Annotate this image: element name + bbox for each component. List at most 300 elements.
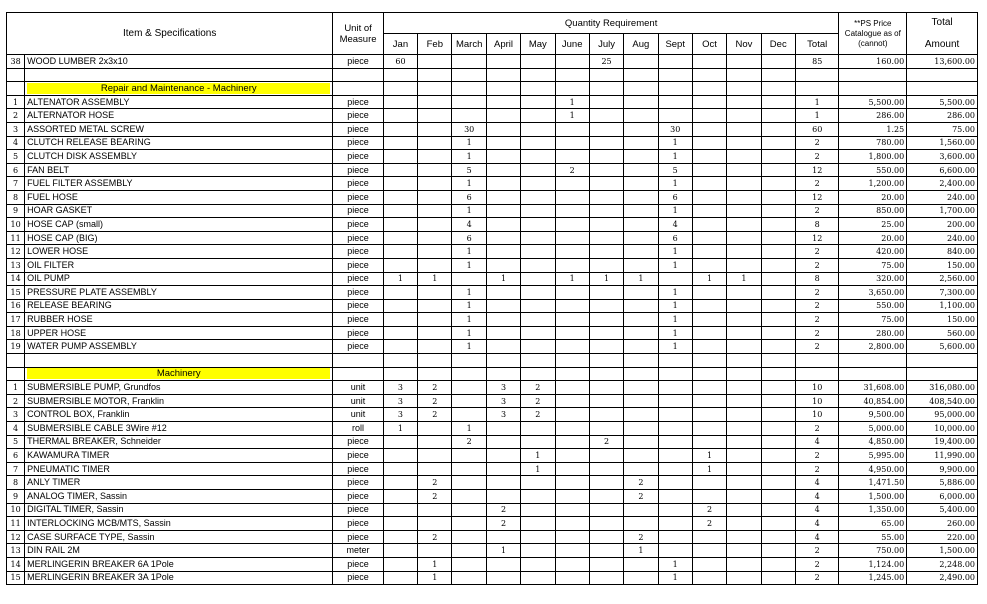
month-qty xyxy=(555,313,589,327)
month-qty xyxy=(418,299,452,313)
item-name: THERMAL BREAKER, Schneider xyxy=(25,435,333,449)
month-qty: 1 xyxy=(658,313,692,327)
unit-price: 420.00 xyxy=(839,245,907,259)
month-qty xyxy=(418,503,452,517)
month-qty: 2 xyxy=(418,381,452,395)
item-name: UPPER HOSE xyxy=(25,326,333,340)
total-qty: 85 xyxy=(795,55,839,69)
row-number: 4 xyxy=(7,422,25,436)
month-qty xyxy=(692,218,726,232)
total-qty: 2 xyxy=(795,449,839,463)
table-row xyxy=(7,231,978,245)
unit-price: 320.00 xyxy=(839,272,907,286)
month-qty xyxy=(589,530,623,544)
month-qty xyxy=(692,150,726,164)
month-qty xyxy=(761,340,795,354)
month-qty: 2 xyxy=(692,503,726,517)
month-qty xyxy=(452,394,486,408)
month-qty: 1 xyxy=(624,272,658,286)
blank-cell xyxy=(692,68,726,82)
total-qty: 2 xyxy=(795,136,839,150)
unit-price: 550.00 xyxy=(839,299,907,313)
row-number: 4 xyxy=(7,136,25,150)
unit-price: 5,000.00 xyxy=(839,422,907,436)
row-number: 15 xyxy=(7,571,25,585)
item-name: ALTENATOR ASSEMBLY xyxy=(25,95,333,109)
requirements-table xyxy=(6,12,978,585)
month-qty: 3 xyxy=(486,408,520,422)
month-qty: 1 xyxy=(658,245,692,259)
month-qty xyxy=(761,571,795,585)
total-amount: 5,400.00 xyxy=(907,503,978,517)
month-qty xyxy=(486,122,520,136)
month-qty xyxy=(761,231,795,245)
row-number: 9 xyxy=(7,490,25,504)
month-qty xyxy=(589,557,623,571)
month-qty xyxy=(692,571,726,585)
month-qty xyxy=(727,177,761,191)
row-number: 12 xyxy=(7,245,25,259)
month-qty xyxy=(692,299,726,313)
blank-cell xyxy=(761,82,795,96)
table-row xyxy=(7,163,978,177)
month-qty xyxy=(624,55,658,69)
month-qty xyxy=(418,544,452,558)
month-header: July xyxy=(589,34,623,55)
unit-cell: piece xyxy=(333,136,384,150)
total-qty: 2 xyxy=(795,462,839,476)
month-qty xyxy=(486,340,520,354)
month-qty xyxy=(521,231,555,245)
month-qty xyxy=(383,95,417,109)
total-qty: 8 xyxy=(795,272,839,286)
month-qty xyxy=(761,286,795,300)
month-qty xyxy=(383,177,417,191)
month-qty xyxy=(486,299,520,313)
month-qty xyxy=(383,435,417,449)
total-qty: 2 xyxy=(795,286,839,300)
month-qty xyxy=(383,503,417,517)
row-number: 16 xyxy=(7,299,25,313)
month-qty xyxy=(761,122,795,136)
unit-price: 550.00 xyxy=(839,163,907,177)
month-qty xyxy=(383,122,417,136)
month-qty xyxy=(624,231,658,245)
item-name: PRESSURE PLATE ASSEMBLY xyxy=(25,286,333,300)
row-number: 38 xyxy=(7,55,25,69)
unit-price: 31,608.00 xyxy=(839,381,907,395)
month-qty: 1 xyxy=(658,258,692,272)
table-row xyxy=(7,55,978,69)
month-qty xyxy=(761,435,795,449)
item-name: HOAR GASKET xyxy=(25,204,333,218)
month-qty: 30 xyxy=(452,122,486,136)
month-qty xyxy=(555,449,589,463)
blank-cell xyxy=(383,82,417,96)
month-qty xyxy=(761,313,795,327)
month-qty: 1 xyxy=(452,299,486,313)
unit-cell: piece xyxy=(333,517,384,531)
blank-cell xyxy=(383,68,417,82)
month-qty xyxy=(624,163,658,177)
unit-price: 850.00 xyxy=(839,204,907,218)
blank-cell xyxy=(333,354,384,368)
month-qty xyxy=(418,136,452,150)
month-qty xyxy=(589,204,623,218)
month-qty xyxy=(692,476,726,490)
month-qty xyxy=(692,177,726,191)
item-name: CONTROL BOX, Franklin xyxy=(25,408,333,422)
month-qty xyxy=(589,299,623,313)
month-qty xyxy=(521,557,555,571)
month-qty xyxy=(727,449,761,463)
month-qty xyxy=(521,245,555,259)
month-qty: 1 xyxy=(452,286,486,300)
table-row xyxy=(7,245,978,259)
month-qty: 4 xyxy=(452,218,486,232)
month-qty: 1 xyxy=(383,422,417,436)
unit-price: 1,200.00 xyxy=(839,177,907,191)
month-qty: 1 xyxy=(555,109,589,123)
month-qty xyxy=(383,231,417,245)
month-qty: 2 xyxy=(418,490,452,504)
unit-cell: piece xyxy=(333,490,384,504)
total-qty: 2 xyxy=(795,313,839,327)
month-qty xyxy=(589,231,623,245)
month-qty xyxy=(761,422,795,436)
month-qty xyxy=(383,299,417,313)
month-qty xyxy=(589,286,623,300)
month-qty xyxy=(418,422,452,436)
month-qty xyxy=(486,204,520,218)
blank-cell xyxy=(486,68,520,82)
item-name: PNEUMATIC TIMER xyxy=(25,462,333,476)
unit-price: 3,650.00 xyxy=(839,286,907,300)
month-qty xyxy=(692,163,726,177)
table-row xyxy=(7,557,978,571)
month-qty xyxy=(727,150,761,164)
month-qty xyxy=(521,544,555,558)
month-qty xyxy=(624,258,658,272)
month-qty xyxy=(658,530,692,544)
month-qty: 1 xyxy=(658,557,692,571)
month-qty xyxy=(486,557,520,571)
month-qty xyxy=(761,299,795,313)
month-qty xyxy=(624,422,658,436)
month-qty: 2 xyxy=(555,163,589,177)
month-qty xyxy=(658,408,692,422)
row-number: 7 xyxy=(7,177,25,191)
unit-price: 750.00 xyxy=(839,544,907,558)
blank-cell xyxy=(727,82,761,96)
month-qty xyxy=(418,122,452,136)
blank-row xyxy=(7,68,978,82)
month-qty: 1 xyxy=(418,272,452,286)
month-qty xyxy=(486,476,520,490)
month-qty xyxy=(555,122,589,136)
month-qty xyxy=(761,218,795,232)
month-qty xyxy=(658,435,692,449)
row-number: 1 xyxy=(7,381,25,395)
month-qty xyxy=(555,530,589,544)
unit-cell: piece xyxy=(333,462,384,476)
month-header: March xyxy=(452,34,486,55)
item-name: INTERLOCKING MCB/MTS, Sassin xyxy=(25,517,333,531)
item-name: DIN RAIL 2M xyxy=(25,544,333,558)
month-header: Feb xyxy=(418,34,452,55)
blank-cell xyxy=(452,367,486,381)
month-qty xyxy=(486,95,520,109)
blank-cell xyxy=(658,82,692,96)
month-qty xyxy=(727,95,761,109)
item-name: HOSE CAP (small) xyxy=(25,218,333,232)
month-qty xyxy=(658,490,692,504)
month-qty xyxy=(383,476,417,490)
item-name: MERLINGERIN BREAKER 3A 1Pole xyxy=(25,571,333,585)
month-qty xyxy=(521,136,555,150)
month-qty xyxy=(658,422,692,436)
blank-cell xyxy=(589,82,623,96)
month-qty: 6 xyxy=(452,190,486,204)
unit-cell: piece xyxy=(333,95,384,109)
month-qty xyxy=(521,490,555,504)
month-qty: 2 xyxy=(486,503,520,517)
item-name: HOSE CAP (BIG) xyxy=(25,231,333,245)
month-qty xyxy=(692,204,726,218)
month-qty xyxy=(418,204,452,218)
item-name: SUBMERSIBLE CABLE 3Wire #12 xyxy=(25,422,333,436)
month-qty: 1 xyxy=(692,449,726,463)
month-qty xyxy=(658,476,692,490)
header-amount: Total Amount xyxy=(907,13,978,55)
month-qty: 2 xyxy=(692,517,726,531)
total-amount: 3,600.00 xyxy=(907,150,978,164)
month-qty xyxy=(761,109,795,123)
blank-cell xyxy=(727,367,761,381)
total-qty: 2 xyxy=(795,204,839,218)
month-qty xyxy=(452,571,486,585)
month-qty xyxy=(521,272,555,286)
section-title-cell xyxy=(25,367,333,381)
month-qty xyxy=(521,177,555,191)
item-name: SUBMERSIBLE MOTOR, Franklin xyxy=(25,394,333,408)
month-qty xyxy=(761,476,795,490)
item-name: ANALOG TIMER, Sassin xyxy=(25,490,333,504)
blank-cell xyxy=(761,68,795,82)
blank-cell xyxy=(589,68,623,82)
total-amount: 316,080.00 xyxy=(907,381,978,395)
month-qty: 2 xyxy=(486,517,520,531)
month-qty: 1 xyxy=(658,571,692,585)
blank-cell xyxy=(624,82,658,96)
month-qty xyxy=(383,258,417,272)
month-qty xyxy=(624,245,658,259)
month-qty: 2 xyxy=(418,394,452,408)
total-amount: 13,600.00 xyxy=(907,55,978,69)
blank-cell xyxy=(486,354,520,368)
blank-cell xyxy=(795,367,839,381)
total-amount: 2,400.00 xyxy=(907,177,978,191)
month-qty xyxy=(589,150,623,164)
unit-price: 160.00 xyxy=(839,55,907,69)
month-qty xyxy=(624,150,658,164)
month-qty xyxy=(418,517,452,531)
header-quantity-requirement: Quantity Requirement xyxy=(383,13,839,34)
month-qty: 3 xyxy=(486,394,520,408)
table-row xyxy=(7,218,978,232)
item-name: LOWER HOSE xyxy=(25,245,333,259)
header-item-spec: Item & Specifications xyxy=(7,13,333,55)
month-header: Dec xyxy=(761,34,795,55)
unit-price: 280.00 xyxy=(839,326,907,340)
month-qty: 3 xyxy=(383,408,417,422)
month-qty xyxy=(521,190,555,204)
blank-cell xyxy=(839,82,907,96)
month-header: Sept xyxy=(658,34,692,55)
month-qty xyxy=(692,408,726,422)
month-qty xyxy=(486,150,520,164)
month-qty xyxy=(555,462,589,476)
row-number: 13 xyxy=(7,258,25,272)
unit-cell: piece xyxy=(333,190,384,204)
table-row xyxy=(7,381,978,395)
total-amount: 1,100.00 xyxy=(907,299,978,313)
total-amount: 19,400.00 xyxy=(907,435,978,449)
unit-price: 4,850.00 xyxy=(839,435,907,449)
month-qty xyxy=(521,95,555,109)
month-qty xyxy=(418,326,452,340)
month-qty: 5 xyxy=(452,163,486,177)
month-qty xyxy=(383,286,417,300)
total-qty: 1 xyxy=(795,109,839,123)
row-number: 5 xyxy=(7,150,25,164)
blank-cell xyxy=(692,354,726,368)
row-number: 2 xyxy=(7,109,25,123)
blank-cell xyxy=(727,354,761,368)
blank-cell xyxy=(555,367,589,381)
month-qty xyxy=(761,95,795,109)
unit-cell: piece xyxy=(333,122,384,136)
blank-cell xyxy=(795,354,839,368)
total-qty: 4 xyxy=(795,476,839,490)
total-amount: 9,900.00 xyxy=(907,462,978,476)
month-qty: 1 xyxy=(658,326,692,340)
month-qty: 2 xyxy=(418,530,452,544)
month-qty: 1 xyxy=(727,272,761,286)
row-number: 14 xyxy=(7,557,25,571)
month-qty xyxy=(452,517,486,531)
month-qty xyxy=(418,435,452,449)
month-qty xyxy=(486,449,520,463)
item-name: RUBBER HOSE xyxy=(25,313,333,327)
unit-cell: piece xyxy=(333,163,384,177)
blank-cell xyxy=(521,354,555,368)
blank-cell xyxy=(839,354,907,368)
header-unit: Unit of Measure xyxy=(333,13,384,55)
row-number: 14 xyxy=(7,272,25,286)
total-qty: 12 xyxy=(795,231,839,245)
table-row xyxy=(7,326,978,340)
month-qty xyxy=(452,109,486,123)
section-title: Machinery xyxy=(27,368,330,379)
item-name: WOOD LUMBER 2x3x10 xyxy=(25,55,333,69)
month-qty xyxy=(383,136,417,150)
month-qty: 1 xyxy=(486,544,520,558)
month-qty xyxy=(692,190,726,204)
month-qty xyxy=(555,544,589,558)
month-qty xyxy=(452,272,486,286)
blank-cell xyxy=(589,354,623,368)
unit-cell: piece xyxy=(333,218,384,232)
month-qty xyxy=(727,109,761,123)
month-qty xyxy=(521,571,555,585)
month-qty xyxy=(383,557,417,571)
month-qty xyxy=(658,503,692,517)
month-qty xyxy=(589,163,623,177)
month-qty xyxy=(486,258,520,272)
month-qty xyxy=(486,326,520,340)
month-qty xyxy=(589,258,623,272)
blank-cell xyxy=(658,68,692,82)
month-qty xyxy=(383,245,417,259)
table-row xyxy=(7,258,978,272)
month-qty xyxy=(418,340,452,354)
blank-cell xyxy=(25,68,333,82)
month-qty: 1 xyxy=(418,557,452,571)
month-header: Nov xyxy=(727,34,761,55)
item-name: CLUTCH RELEASE BEARING xyxy=(25,136,333,150)
month-qty: 60 xyxy=(383,55,417,69)
month-qty xyxy=(486,435,520,449)
month-qty xyxy=(692,109,726,123)
table-row xyxy=(7,136,978,150)
month-qty xyxy=(589,245,623,259)
row-number: 11 xyxy=(7,231,25,245)
blank-cell xyxy=(521,367,555,381)
month-qty xyxy=(486,286,520,300)
unit-price: 9,500.00 xyxy=(839,408,907,422)
month-qty xyxy=(761,544,795,558)
table-row xyxy=(7,299,978,313)
month-qty xyxy=(589,177,623,191)
month-qty xyxy=(761,55,795,69)
month-qty xyxy=(521,476,555,490)
unit-cell: piece xyxy=(333,286,384,300)
month-qty xyxy=(761,150,795,164)
month-qty xyxy=(555,55,589,69)
unit-price: 75.00 xyxy=(839,313,907,327)
unit-price: 1.25 xyxy=(839,122,907,136)
total-amount: 2,560.00 xyxy=(907,272,978,286)
month-qty xyxy=(624,190,658,204)
unit-price: 286.00 xyxy=(839,109,907,123)
total-amount: 11,990.00 xyxy=(907,449,978,463)
month-qty: 1 xyxy=(452,326,486,340)
row-number: 15 xyxy=(7,286,25,300)
row-number: 3 xyxy=(7,408,25,422)
month-qty: 1 xyxy=(555,272,589,286)
unit-price: 20.00 xyxy=(839,231,907,245)
month-qty xyxy=(521,122,555,136)
month-qty xyxy=(383,544,417,558)
month-qty xyxy=(383,109,417,123)
month-qty xyxy=(521,530,555,544)
month-qty xyxy=(486,571,520,585)
row-number: 8 xyxy=(7,476,25,490)
total-amount: 1,700.00 xyxy=(907,204,978,218)
month-qty xyxy=(761,204,795,218)
month-qty: 1 xyxy=(658,136,692,150)
